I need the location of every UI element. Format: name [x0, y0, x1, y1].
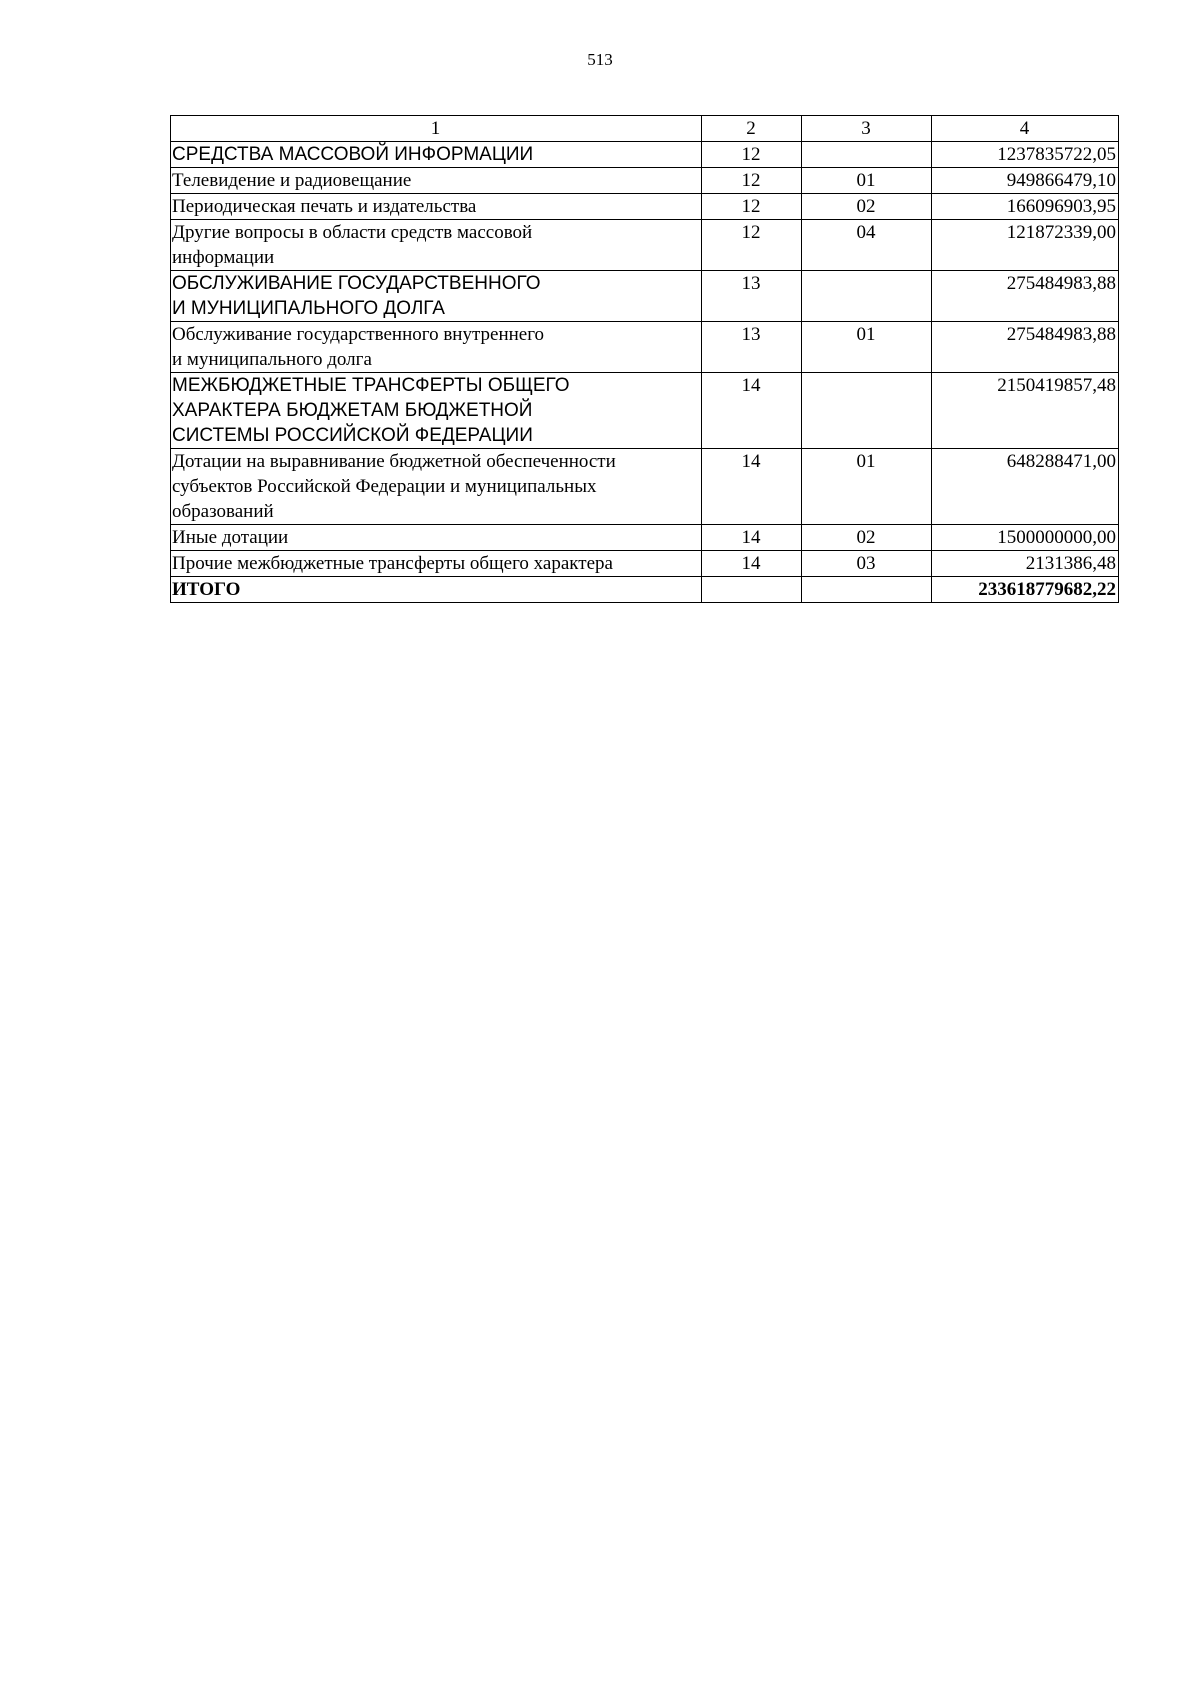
row-name-line: СРЕДСТВА МАССОВОЙ ИНФОРМАЦИИ [172, 144, 534, 165]
row-amount-cell: 2150419857,48 [932, 373, 1119, 449]
table-row [171, 271, 1119, 322]
row-section-cell: 12 [702, 194, 802, 220]
header-cell-section: 2 [702, 116, 802, 142]
row-name-line: Обслуживание государственного внутреннего [172, 324, 545, 345]
page-number: 513 [587, 50, 613, 69]
row-name-line: И МУНИЦИПАЛЬНОГО ДОЛГА [172, 298, 445, 319]
row-name-line: Телевидение и радиовещание [172, 170, 412, 191]
row-name-line: СИСТЕМЫ РОССИЙСКОЙ ФЕДЕРАЦИИ [172, 425, 533, 446]
row-amount-cell: 166096903,95 [932, 194, 1119, 220]
row-section-cell: 14 [702, 449, 802, 525]
row-section-cell: 14 [702, 551, 802, 577]
row-subsection-cell: 02 [802, 194, 932, 220]
row-name-cell [171, 525, 702, 551]
row-amount-cell: 121872339,00 [932, 220, 1119, 271]
row-subsection-cell: 02 [802, 525, 932, 551]
row-name-cell [171, 577, 702, 603]
row-name-line: Иные дотации [172, 527, 289, 548]
row-name-cell [171, 220, 702, 271]
table-row [171, 373, 1119, 449]
row-name-cell [171, 373, 702, 449]
table-row [171, 525, 1119, 551]
row-section-cell: 13 [702, 322, 802, 373]
row-name-line: ХАРАКТЕРА БЮДЖЕТАМ БЮДЖЕТНОЙ [172, 400, 533, 421]
row-name-line: Дотации на выравнивание бюджетной обеспеченности [172, 451, 616, 472]
row-section-cell: 12 [702, 168, 802, 194]
row-section-cell: 12 [702, 142, 802, 168]
row-name-cell [171, 449, 702, 525]
row-name-cell [171, 194, 702, 220]
row-name-line: Другие вопросы в области средств массовой [172, 222, 533, 243]
header-cell-subsection: 3 [802, 116, 932, 142]
row-name-cell [171, 168, 702, 194]
table-row [171, 551, 1119, 577]
row-amount-cell: 233618779682,22 [932, 577, 1119, 603]
row-amount-cell: 648288471,00 [932, 449, 1119, 525]
row-name-line: субъектов Российской Федерации и муниципальных [172, 476, 597, 497]
row-subsection-cell: 01 [802, 322, 932, 373]
row-name-cell [171, 271, 702, 322]
total-row [171, 577, 1119, 603]
row-subsection-cell: 01 [802, 449, 932, 525]
row-subsection-cell [802, 577, 932, 603]
budget-table [170, 115, 1119, 603]
row-section-cell: 13 [702, 271, 802, 322]
row-name-line: информации [172, 247, 275, 268]
table-row [171, 168, 1119, 194]
row-amount-cell: 275484983,88 [932, 271, 1119, 322]
row-name-line: Периодическая печать и издательства [172, 196, 477, 217]
row-name-cell [171, 142, 702, 168]
row-name-cell [171, 551, 702, 577]
row-amount-cell: 2131386,48 [932, 551, 1119, 577]
header-cell-amount: 4 [932, 116, 1119, 142]
row-name-line: образований [172, 501, 274, 522]
row-subsection-cell: 01 [802, 168, 932, 194]
row-section-cell: 12 [702, 220, 802, 271]
row-section-cell [702, 577, 802, 603]
table-row [171, 194, 1119, 220]
row-amount-cell: 949866479,10 [932, 168, 1119, 194]
row-name-line: ОБСЛУЖИВАНИЕ ГОСУДАРСТВЕННОГО [172, 273, 541, 294]
table-row [171, 142, 1119, 168]
row-amount-cell: 1500000000,00 [932, 525, 1119, 551]
row-name-line: МЕЖБЮДЖЕТНЫЕ ТРАНСФЕРТЫ ОБЩЕГО [172, 375, 570, 396]
row-subsection-cell: 04 [802, 220, 932, 271]
row-name-line: ИТОГО [172, 579, 241, 600]
row-name-line: и муниципального долга [172, 349, 372, 370]
table-row [171, 220, 1119, 271]
row-name-line: Прочие межбюджетные трансферты общего характера [172, 553, 613, 574]
header-cell-name: 1 [171, 116, 702, 142]
row-amount-cell: 1237835722,05 [932, 142, 1119, 168]
table-row [171, 449, 1119, 525]
row-name-cell [171, 322, 702, 373]
row-subsection-cell [802, 142, 932, 168]
row-subsection-cell [802, 271, 932, 322]
row-subsection-cell [802, 373, 932, 449]
row-subsection-cell: 03 [802, 551, 932, 577]
table-row [171, 322, 1119, 373]
row-amount-cell: 275484983,88 [932, 322, 1119, 373]
table-header-row [171, 116, 1119, 142]
row-section-cell: 14 [702, 373, 802, 449]
row-section-cell: 14 [702, 525, 802, 551]
